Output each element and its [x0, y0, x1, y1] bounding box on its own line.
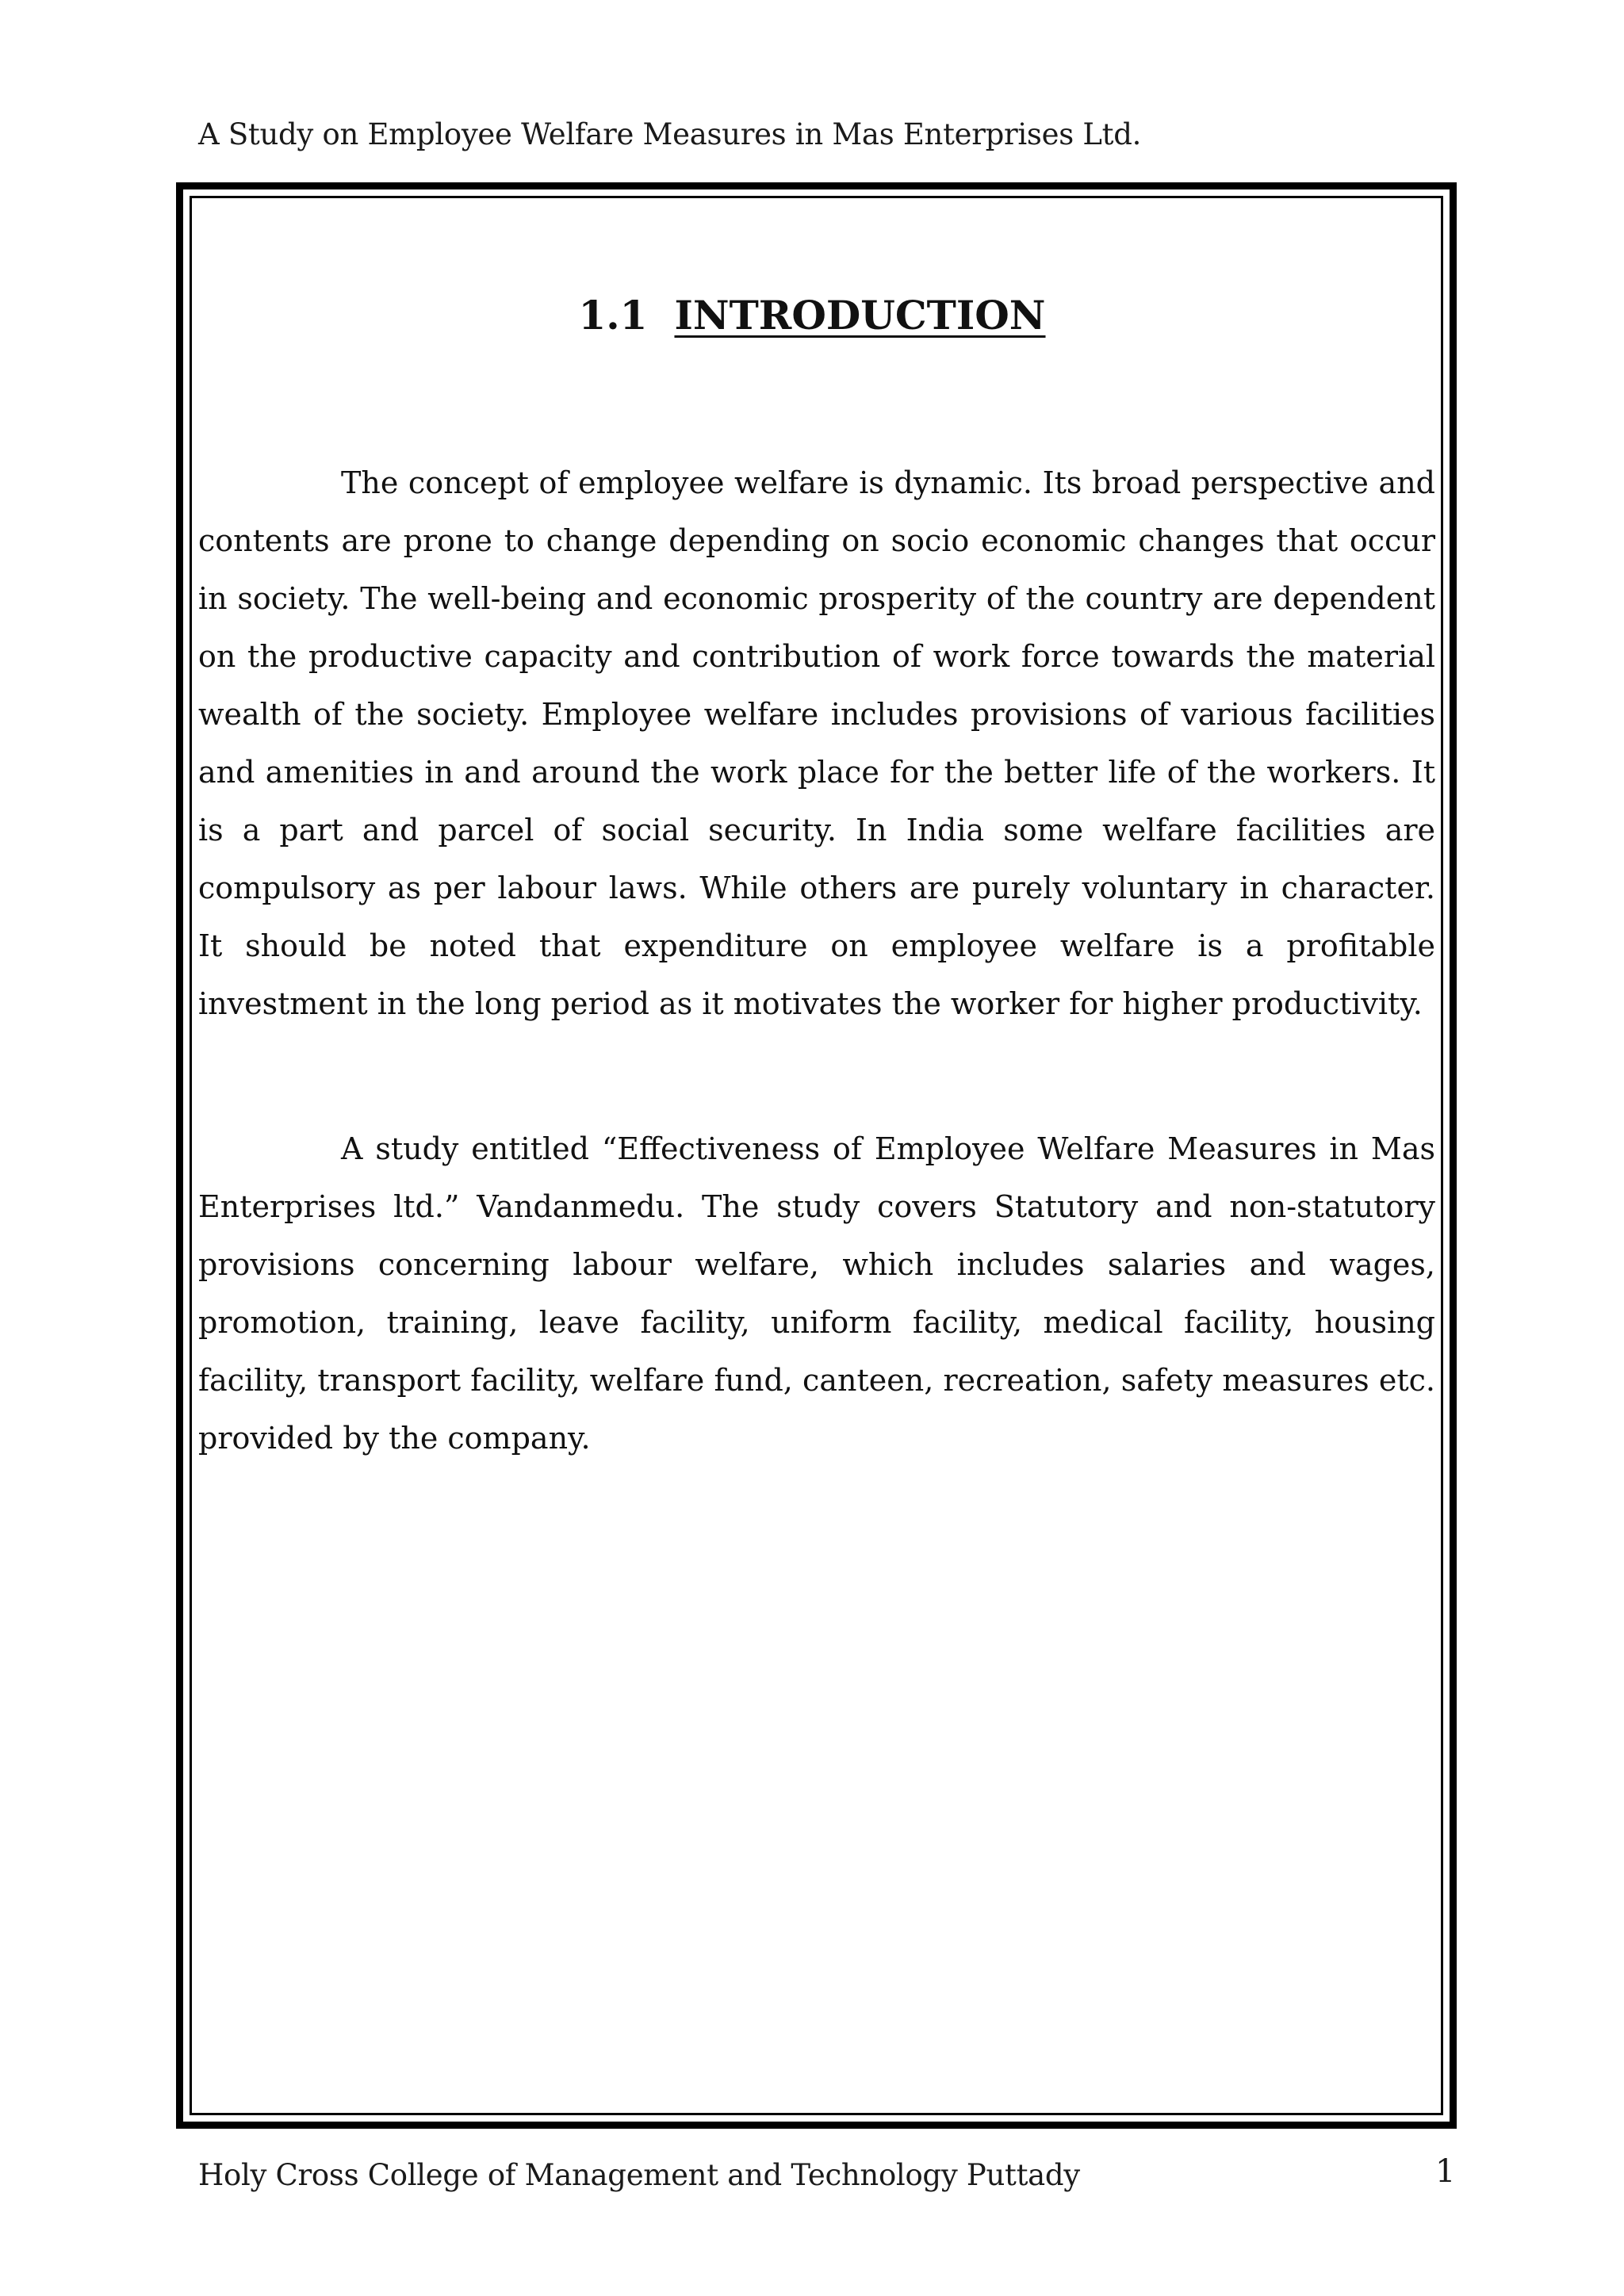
body-paragraph-1: The concept of employee welfare is dynamic. Its broad perspective and contents are prone to change depending on socio economic changes that occur in society. The well-being and economic prosperity of the country are dependent on the productive capacity and contribution of work force towards the material wealth of the society. Employee welfare includes provisions of various facilities and amenities in and around the work place for the better life of the workers. It is a part and parcel of social security. In India some welfare facilities are compulsory as per labour laws. While others are purely voluntary in character. It should be noted that expenditure on employee welfare is a profitable investment in the long period as it motivates the worker for higher productivity.	[198, 465, 1435, 1021]
footer-institution: Holy Cross College of Management and Technology Puttady	[198, 2158, 1080, 2192]
running-header: A Study on Employee Welfare Measures in Mas Enterprises Ltd.	[198, 117, 1142, 151]
body-paragraph-2: A study entitled “Effectiveness of Employee Welfare Measures in Mas Enterprises ltd.” Vandanmedu. The study covers Statutory and non-statutory provisions concerning labour welfare, which includes salaries and wages, promotion, training, leave facility, uniform facility, medical facility, housing facility, transport facility, welfare fund, canteen, recreation, safety measures etc. provided by the company.	[198, 1131, 1435, 1456]
page-number: 1	[1435, 2153, 1456, 2190]
section-heading	[0, 292, 1624, 339]
section-number: 1.1	[578, 292, 648, 339]
section-title: INTRODUCTION	[674, 292, 1046, 339]
